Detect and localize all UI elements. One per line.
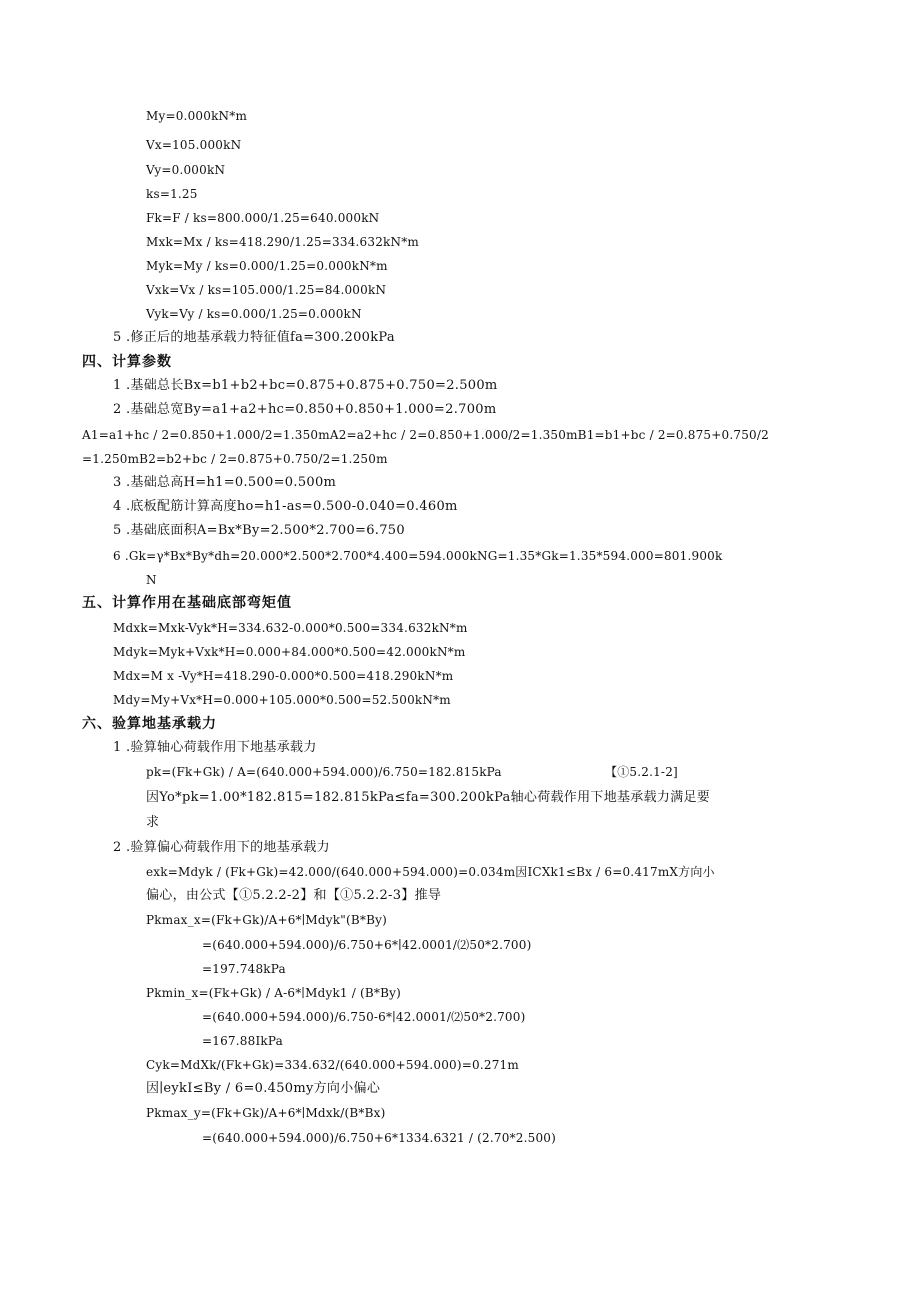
text-line: 因Yo*pk=1.00*182.815=182.815kPa≤fa=300.200kPa轴心荷载作用下地基承载力满足要	[146, 790, 711, 805]
text-line: Mdxk=Mxk-Vyk*H=334.632-0.000*0.500=334.632kN*m	[113, 621, 468, 635]
section-heading: 六、验算地基承载力	[82, 716, 217, 732]
text-line: 求	[146, 815, 160, 830]
text-line: Vy=0.000kN	[146, 163, 226, 177]
text-line: Vyk=Vy / ks=0.000/1.25=0.000kN	[146, 307, 362, 321]
text-line: =197.748kPa	[202, 962, 286, 976]
text-line: =1.250mB2=b2+bc / 2=0.875+0.750/2=1.250m	[82, 452, 388, 466]
text-line: =(640.000+594.000)/6.750+6*∣42.0001/⑵50*2.700)	[202, 938, 532, 952]
text-line: exk=Mdyk / (Fk+Gk)=42.000/(640.000+594.000)=0.034m因ICXk1≤Bx / 6=0.417mX方向小	[146, 865, 715, 879]
text-line: ks=1.25	[146, 187, 198, 201]
text-line: My=0.000kN*m	[146, 109, 248, 123]
section-heading: 五、计算作用在基础底部弯矩值	[82, 595, 292, 611]
text-line: Mdyk=Myk+Vxk*H=0.000+84.000*0.500=42.000kN*m	[113, 645, 466, 659]
list-item: 1 .基础总长Bx=b1+b2+bc=0.875+0.875+0.750=2.500m	[113, 378, 498, 393]
text-line: 因∣eykI≤By / 6=0.450my方向小偏心	[146, 1081, 381, 1096]
text-line: Fk=F / ks=800.000/1.25=640.000kN	[146, 211, 380, 225]
text-line: =(640.000+594.000)/6.750+6*1334.6321 / (2.70*2.500)	[202, 1131, 557, 1145]
text-line: Pkmax_y=(Fk+Gk)/A+6*∣Mdxk/(B*Bx)	[146, 1106, 386, 1120]
text-line: Cyk=MdXk/(Fk+Gk)=334.632/(640.000+594.000)=0.271m	[146, 1058, 519, 1072]
list-item: 4 .底板配筋计算高度ho=h1-as=0.500-0.040=0.460m	[113, 499, 458, 514]
text-line: Pkmin_x=(Fk+Gk) / A-6*∣Mdyk1 / (B*By)	[146, 986, 402, 1000]
text-line: Myk=My / ks=0.000/1.25=0.000kN*m	[146, 259, 388, 273]
text-line: A1=a1+hc / 2=0.850+1.000/2=1.350mA2=a2+hc / 2=0.850+1.000/2=1.350mB1=b1+bc / 2=0.875+0.750/2	[82, 428, 769, 442]
text-line: Mdx=M x -Vy*H=418.290-0.000*0.500=418.290kN*m	[113, 669, 454, 683]
list-item: 2 .基础总宽By=a1+a2+hc=0.850+0.850+1.000=2.700m	[113, 402, 497, 417]
text-line: Vxk=Vx / ks=105.000/1.25=84.000kN	[146, 283, 387, 297]
list-item: 5 .修正后的地基承载力特征值fa=300.200kPa	[113, 330, 395, 345]
text-line: Mxk=Mx / ks=418.290/1.25=334.632kN*m	[146, 235, 420, 249]
list-item: 5 .基础底面积A=Bx*By=2.500*2.700=6.750	[113, 523, 405, 538]
text-line: Mdy=My+Vx*H=0.000+105.000*0.500=52.500kN*m	[113, 693, 451, 707]
list-item: 2 .验算偏心荷载作用下的地基承载力	[113, 840, 330, 855]
text-line: Pkmax_x=(Fk+Gk)/A+6*∣Mdyk"(B*By)	[146, 913, 387, 927]
reference-note: 【①5.2.1-2]	[605, 765, 678, 779]
text-line: =(640.000+594.000)/6.750-6*∣42.0001/⑵50*2.700)	[202, 1010, 526, 1024]
list-item: 1 .验算轴心荷载作用下地基承载力	[113, 740, 317, 755]
text-line: =167.88IkPa	[202, 1034, 283, 1048]
text-line: N	[146, 573, 157, 587]
list-item: 6 .Gk=γ*Bx*By*dh=20.000*2.500*2.700*4.400=594.000kNG=1.35*Gk=1.35*594.000=801.900k	[113, 549, 723, 563]
text-line: 偏心，由公式【①5.2.2-2】和【①5.2.2-3】推导	[146, 888, 442, 903]
text-line: pk=(Fk+Gk) / A=(640.000+594.000)/6.750=182.815kPa	[146, 765, 502, 779]
section-heading: 四、计算参数	[82, 354, 172, 370]
text-line: Vx=105.000kN	[146, 138, 242, 152]
list-item: 3 .基础总高H=h1=0.500=0.500m	[113, 475, 337, 490]
